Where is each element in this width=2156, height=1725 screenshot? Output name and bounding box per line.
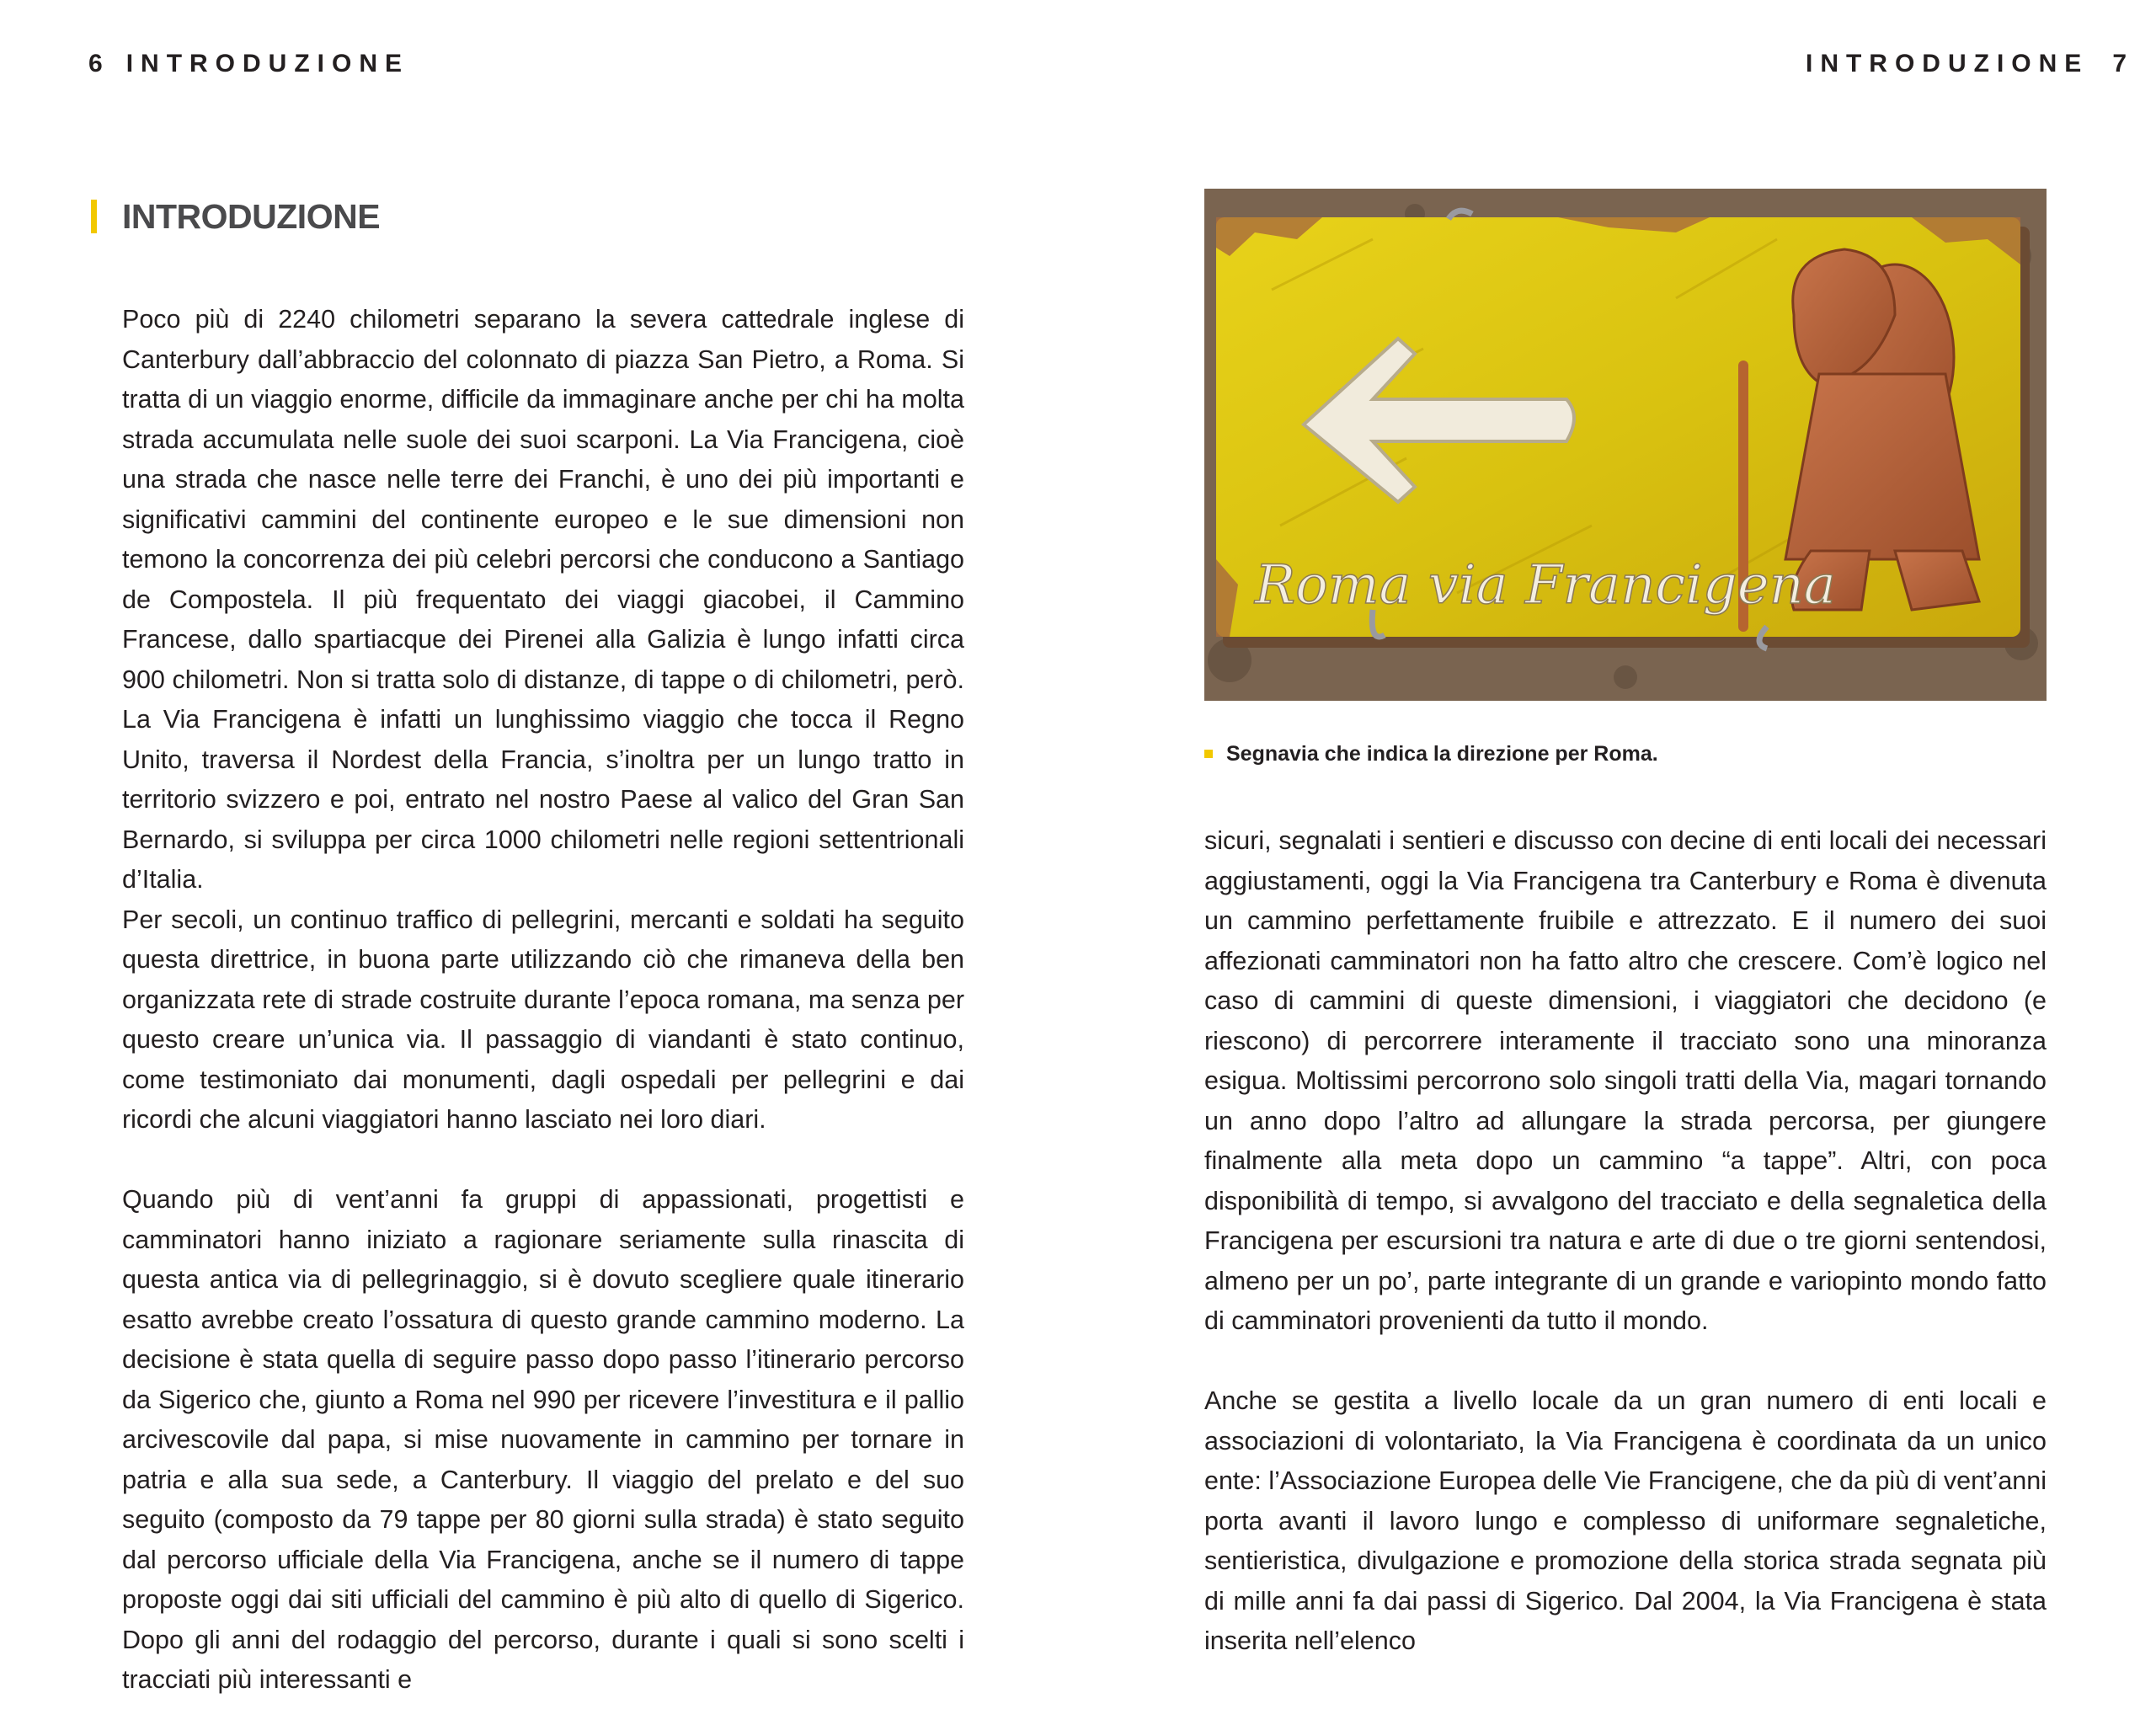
signpost-illustration xyxy=(1204,189,2047,701)
running-head-right-text: INTRODUZIONE xyxy=(1805,50,2089,77)
page-number-right: 7 xyxy=(2112,50,2127,77)
photo-caption xyxy=(1204,740,1658,768)
section-title-text: INTRODUZIONE xyxy=(122,197,381,236)
caption-bullet xyxy=(1204,750,1213,758)
sign-text: Roma via Francigena xyxy=(1255,554,1836,617)
title-accent-bar xyxy=(91,200,97,233)
caption-text: Segnavia che indica la direzione per Roma. xyxy=(1226,742,1658,766)
paragraph: sicuri, segnalati i sentieri e discusso con decine di enti locali dei necessari aggiustamenti, oggi la Via Francigena tra Canterbury e Roma è divenuta un cammino perfettamente fruibile e attrezzato. E il numero dei suoi affezionati camminatori non ha fatto altro che crescere. Com’è logico nel caso di cammini di queste dimensioni, i viaggiatori che decidono (e riescono) di percorrere interamente il tracciato sono una minoranza esigua. Moltissimi percorrono solo singoli tratti della Via, magari tornando un anno dopo l’altro ad allungare la strada percorsa, per giungere finalmente alla meta dopo un cammino “a tappe”. Altri, con poca disponibilità di tempo, si avvalgono del tracciato e della segnaletica della Francigena per escursioni tra natura e arte di due o tre giorni sentendosi, almeno per un po’, parte integrante di un grande e variopinto mondo fatto di camminatori provenienti da tutto il mondo. xyxy=(1204,826,2047,1335)
running-head-left-text: INTRODUZIONE xyxy=(125,50,410,77)
running-head-right xyxy=(1806,49,2127,79)
left-body-text xyxy=(122,300,964,1701)
running-head-left xyxy=(88,49,409,79)
paragraph: Quando più di vent’anni fa gruppi di appassionati, progettisti e camminatori hanno iniziato a ragionare seriamente sulla rinascita di questa antica via di pellegrinaggio, si è dovuto scegliere quale itinerario esatto avrebbe creato l’ossatura di questo grande cammino moderno. La decisione è stata quella di seguire passo dopo passo l’itinerario percorso da Sigerico che, giunto a Roma nel 990 per ricevere l’investitura e il pallio arcivescovile dal papa, si mise nuovamente in cammino per tornare in patria e alla sua sede, a Canterbury. Il viaggio del prelato e del suo seguito (composto da 79 tappe per 80 giorni sulla strada) è stato seguito dal percorso ufficiale della Via Francigena, anche se il numero di tappe proposte oggi dai siti ufficiali del cammino è più alto di quello di Sigerico. Dopo gli anni del rodaggio del percorso, durante i quali si sono scelti i tracciati più interessanti e xyxy=(122,1185,964,1694)
paragraph: Anche se gestita a livello locale da un gran numero di enti locali e associazioni di volontariato, la Via Francigena è coordinata da un unico ente: l’Associazione Europea delle Vie Francigene, che da più di vent’anni porta avanti il lavoro lungo e complesso di uniformare segnaletiche, sentieristica, divulgazione e promozione della storica strada segnata più di mille anni fa dai passi di Sigerico. Dal 2004, la Via Francigena è stata inserita nell’elenco xyxy=(1204,1386,2047,1655)
signpost-photo xyxy=(1204,189,2047,701)
right-page xyxy=(1078,0,2156,1725)
right-body-text xyxy=(1204,821,2047,1662)
page-number-left: 6 xyxy=(88,50,103,77)
paragraph: Per secoli, un continuo traffico di pellegrini, mercanti e soldati ha seguito questa direttrice, in buona parte utilizzando ciò che rimaneva della ben organizzata rete di strade costruite durante l’epoca romana, ma senza per questo creare un’unica via. Il passaggio di viandanti è stato continuo, come testimoniato dai monumenti, dagli ospedali per pellegrini e dai ricordi che alcuni viaggiatori hanno lasciato nei loro diari. xyxy=(122,905,964,1134)
section-title xyxy=(91,195,380,238)
paragraph: Poco più di 2240 chilometri separano la severa cattedrale inglese di Canterbury dall’abbraccio del colonnato di piazza San Pietro, a Roma. Si tratta di un viaggio enorme, difficile da immaginare anche per chi ha molta strada accumulata nelle suole dei suoi scarponi. La Via Francigena, cioè una strada che nasce nelle terre dei Franchi, è uno dei più importanti e significativi cammini del continente europeo e le sue dimensioni non temono la concorrenza dei più celebri percorsi che conducono a Santiago de Compostela. Il più frequentato dei viaggi giacobei, il Cammino Francese, dallo spartiacque dei Pirenei alla Galizia è lungo infatti circa 900 chilometri. Non si tratta solo di distanze, di tappe o di chilometri, però. La Via Francigena è infatti un lunghissimo viaggio che tocca il Regno Unito, traversa il Nordest della Francia, s’inoltra per un lungo tratto in territorio svizzero e poi, entrato nel nostro Paese al valico del Gran San Bernardo, si sviluppa per circa 1000 chilometri nelle regioni settentrionali d’Italia. xyxy=(122,305,964,894)
